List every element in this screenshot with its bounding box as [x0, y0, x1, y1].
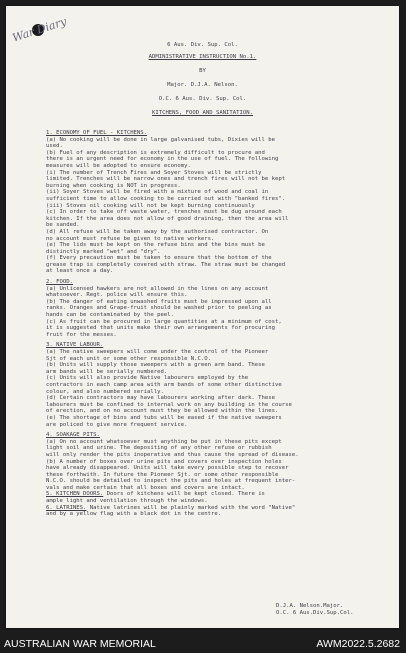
text-line: be sanded. [46, 222, 80, 229]
text-line: (f) Every precaution must be taken to ensure that the bottom of the [46, 255, 272, 262]
text-line: used. [46, 143, 63, 150]
section-heading: 5. KITCHEN DOORS. [46, 491, 104, 498]
archive-reference: AWM2022.5.2682 [316, 638, 400, 650]
unit-heading: 6 Aus. Div. Sup. Col. [167, 42, 238, 48]
text-line: (a) Unlicensed hawkers are not allowed in the lines on any account [46, 285, 269, 292]
document-page [6, 6, 399, 628]
text-line: and by a yellow flag with a black dot in the centre. [46, 511, 222, 518]
signature-name: D.J.A. Nelson.Major. [276, 603, 344, 609]
text-line: (b) A number of boxes over urine pits and covers over inspection holes [46, 458, 282, 465]
text-line: ranks. Oranges and Grape-fruit should be washed prior to peeling as [46, 305, 272, 312]
text-line: grease trap is completely covered with straw. The straw must be changed [46, 261, 286, 268]
section-heading: 4. SOAKAGE PITS. [46, 432, 100, 439]
text-line: N.C.O. should be detailed to inspect the pits and holes at frequent inter- [46, 478, 296, 485]
text-line: whatsoever. Regt. police will ensure this. [46, 292, 188, 299]
officer-name: Major. D.J.A. Nelson. [167, 82, 238, 88]
text-line: (c) As fruit can be procured in large quantities at a minimum of cost, [46, 318, 282, 325]
text-line: (b) Fuel of any description is extremely difficult to procure and [46, 149, 265, 156]
signature-block [276, 603, 353, 616]
text-line: of erection, and on no account must they be allowed within the lines. [46, 408, 279, 415]
instruction-title: ADMINISTRATIVE INSTRUCTION No.1. [148, 54, 257, 60]
text-line: vals and make certain that all boxes and covers are intact. [46, 484, 245, 491]
by-line: BY [199, 68, 206, 74]
text-line: colour, and also numbered serially. [46, 388, 164, 395]
text-line: hands can be contaminated by the peel. [46, 312, 174, 319]
text-line: measures will be adopted to ensure economy. [46, 162, 191, 169]
section-heading: 3. NATIVE LABOUR. [46, 342, 104, 349]
section-heading: 2. FOOD. [46, 279, 73, 286]
text-line: at least once a day. [46, 268, 114, 275]
text-line: distinctly marked "wet" and "dry". [46, 248, 161, 255]
text-line: (e) The lids must be kept on the refuse bins and the bins must be [46, 242, 265, 249]
section-heading: 6. LATRINES. [46, 504, 87, 511]
text-line: (c) In order to take off waste water, trenches must be dug around each [46, 209, 282, 216]
text-line: Doors of kitchens will be kept closed. There is [106, 491, 265, 498]
section-heading: 1. ECONOMY OF FUEL - KITCHENS. [46, 130, 148, 136]
text-line: it is suggested that units make their own arrangements for procuring [46, 325, 276, 332]
text-line: (c) Units will also provide Native labourers employed by the [46, 375, 249, 382]
text-line: arm bands will be serially numbered. [46, 368, 168, 375]
text-line: fruit for the messes. [46, 331, 117, 338]
text-line: sufficient time to allow cooking to be carried out with "banked fires". [46, 195, 286, 202]
archive-footer [0, 631, 406, 653]
text-line: (d) Certain contractors may have labourers working after dark. These [46, 395, 276, 402]
text-line: there is an urgent need for economy in the use of fuel. The following [46, 156, 279, 163]
text-line: are policed to give more frequent service. [46, 421, 188, 428]
text-line: (iii) Stoves oil cooking will not be kept burning continuously [46, 202, 255, 209]
text-line: labourers must be confined to internal work on any building in the course [46, 401, 292, 408]
text-line: (e) The shortage of bins and tubs will be eased if the native sweepers [46, 414, 282, 421]
archive-name: AUSTRALIAN WAR MEMORIAL [4, 638, 156, 650]
text-line [46, 505, 392, 512]
text-line: (a) On no account whatsoever must anything be put in these pits except [46, 438, 282, 445]
document-body [46, 130, 392, 518]
text-line: (b) Units will supply those sweepers with a green arm band. These [46, 362, 265, 369]
text-line: these forthwith. In future the Pioneer Sjt. or some other responsible [46, 471, 279, 478]
text-line: Sjt of each unit or some other responsible N.C.O. [46, 355, 212, 362]
text-line: no account must refuse be given to native workers. [46, 235, 215, 242]
text-line: (i) The number of Trench Fires and Soyer Stoves will be strictly [46, 169, 262, 176]
text-line: ample light and ventilation through the windows. [46, 498, 208, 505]
subject-line: KITCHENS, FOOD AND SANITATION. [151, 110, 254, 116]
text-line: (a) The native sweepers will come under the control of the Pioneer [46, 349, 269, 355]
text-line: have already disappeared. Units will take every possible step to recover [46, 465, 289, 472]
text-line: contractors in each camp area with arm bands of some other distinctive [46, 381, 282, 388]
text-line: will only render the pits inoperative and thus cause the spread of disease. [46, 451, 299, 458]
text-line: (b) The danger of eating unwashed fruits must be impressed upon all [46, 298, 272, 305]
handwritten-annotation: War Diary [10, 14, 69, 45]
text-line: limited. Trenches will be narrow ones and trench fires will not be kept [46, 176, 286, 183]
text-line: Native latrines will be plainly marked with the word "Native" [89, 504, 296, 511]
text-line: (a) No cooking will be done in large galvanised tubs, Dixies will be [46, 136, 276, 143]
text-line [46, 491, 392, 498]
text-line: light soil and urine. The depositing of any other refuse or rubbish [46, 445, 272, 452]
text-line: (ii) Soyer Stoves will be fired with a mixture of wood and coal in [46, 189, 269, 196]
text-line: (d) All refuse will be taken away by the authorised contractor. On [46, 228, 269, 235]
signature-title: O.C. 6 Aus.Div.Sup.Col. [276, 609, 354, 616]
text-line: kitchen. If the area does not allow of good draining, then the area will [46, 215, 289, 222]
text-line: burning when cooking is NOT in progress. [46, 182, 181, 189]
officer-appointment: O.C. 6 Aus. Div. Sup. Col. [158, 96, 247, 102]
